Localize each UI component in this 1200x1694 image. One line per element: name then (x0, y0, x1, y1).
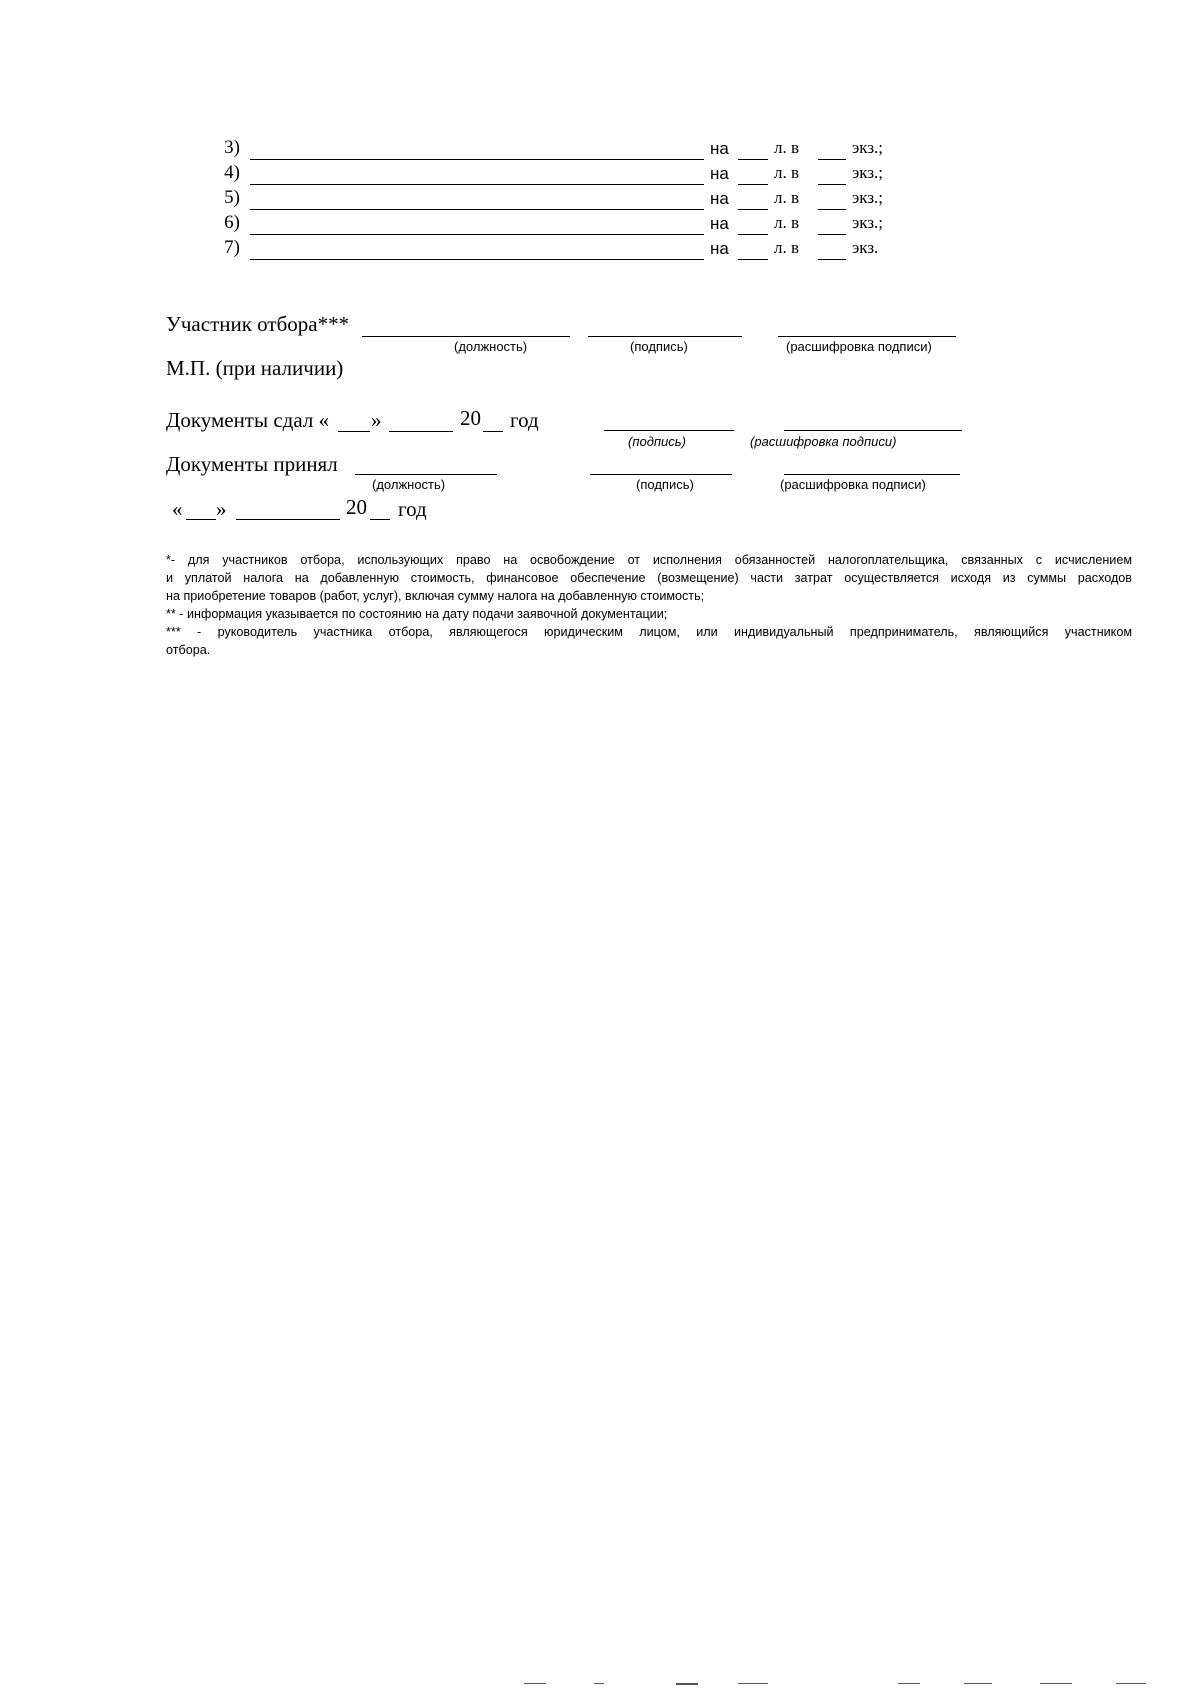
decoding-line (778, 336, 956, 337)
list-item-na: на (710, 239, 729, 258)
decoding-caption: (расшифровка подписи) (780, 477, 926, 492)
list-item-number: 7) (224, 237, 240, 258)
list-item-number: 4) (224, 162, 240, 183)
blank-line (250, 234, 704, 235)
day-line (186, 519, 216, 520)
year-word: год (510, 408, 539, 432)
quote-close: » (216, 497, 227, 521)
month-line (389, 431, 453, 432)
list-item-na: на (710, 189, 729, 208)
scan-mark (676, 1683, 698, 1685)
signature-caption: (подпись) (628, 434, 686, 449)
signature-line (588, 336, 742, 337)
decoding-line (784, 474, 960, 475)
list-item-copies: экз.; (852, 188, 884, 207)
blank-line (818, 184, 846, 185)
blank-line (250, 159, 704, 160)
footnote-1 (166, 551, 1132, 659)
footnote-3-line-1: *** - руководитель участника отбора, являющегося юридическим лицом, или индивидуальный предприниматель, являющийся участником (166, 625, 1132, 639)
footnote-1-line-3: на приобретение товаров (работ, услуг), включая сумму налога на добавленную стоимость; (166, 589, 705, 603)
blank-line (818, 234, 846, 235)
signature-caption: (подпись) (630, 339, 688, 354)
year-prefix: 20 (460, 406, 481, 430)
decoding-caption: (расшифровка подписи) (786, 339, 932, 354)
participant-label: Участник отбора*** (166, 312, 350, 336)
list-item-sheets: л. в (774, 238, 800, 257)
quote-open: « (172, 497, 183, 521)
list-item-number: 3) (224, 137, 240, 158)
list-item-copies: экз.; (852, 163, 884, 182)
list-item-copies: экз. (852, 238, 879, 257)
blank-line (250, 259, 704, 260)
month-line (236, 519, 340, 520)
scan-mark (1040, 1683, 1072, 1684)
position-caption: (должность) (372, 477, 446, 492)
list-item-copies: экз.; (852, 213, 884, 232)
blank-line (818, 259, 846, 260)
list-item-sheets: л. в (774, 138, 800, 157)
signature-caption: (подпись) (636, 477, 694, 492)
list-item-sheets: л. в (774, 213, 800, 232)
scan-mark (898, 1683, 920, 1684)
list-item-sheets: л. в (774, 188, 800, 207)
list-item-number: 6) (224, 212, 240, 233)
scan-mark (964, 1683, 992, 1684)
footnote-3-line-2: отбора. (166, 643, 211, 657)
blank-line (250, 209, 704, 210)
scan-mark (738, 1683, 768, 1684)
list-item-na: на (710, 139, 729, 158)
year-word: год (398, 497, 427, 521)
blank-line (738, 159, 768, 160)
footnote-1-line-2: и уплатой налога на добавленную стоимость, финансовое обеспечение (возмещение) части затрат осуществляется исходя из суммы расходов (166, 571, 1132, 585)
accepted-label: Документы принял (166, 452, 338, 476)
scan-mark (524, 1683, 546, 1684)
blank-line (818, 209, 846, 210)
list-item-na: на (710, 214, 729, 233)
scan-mark (1116, 1683, 1146, 1684)
list-item-copies: экз.; (852, 138, 884, 157)
submitted-label: Документы сдал « (166, 408, 330, 432)
list-item-number: 5) (224, 187, 240, 208)
signature-line (604, 430, 734, 431)
footnote-1-line-1: *- для участников отбора, использующих право на освобождение от исполнения обязанностей налогоплательщика, связанных с исчислением (166, 553, 1132, 567)
blank-line (738, 234, 768, 235)
decoding-line (784, 430, 962, 431)
stamp-label: М.П. (при наличии) (166, 356, 344, 380)
scan-mark (594, 1683, 604, 1684)
position-line (355, 474, 497, 475)
list-item-na: на (710, 164, 729, 183)
year-line (370, 519, 390, 520)
position-line (362, 336, 570, 337)
blank-line (250, 184, 704, 185)
decoding-caption: (расшифровка подписи) (750, 434, 897, 449)
year-prefix: 20 (346, 495, 367, 519)
signature-line (590, 474, 732, 475)
blank-line (738, 184, 768, 185)
list-item-sheets: л. в (774, 163, 800, 182)
footnote-2: ** - информация указывается по состоянию на дату подачи заявочной документации; (166, 607, 668, 621)
blank-line (818, 159, 846, 160)
blank-line (738, 259, 768, 260)
year-line (483, 431, 503, 432)
blank-line (738, 209, 768, 210)
position-caption: (должность) (454, 339, 528, 354)
day-line (338, 431, 370, 432)
quote-close: » (371, 408, 382, 432)
